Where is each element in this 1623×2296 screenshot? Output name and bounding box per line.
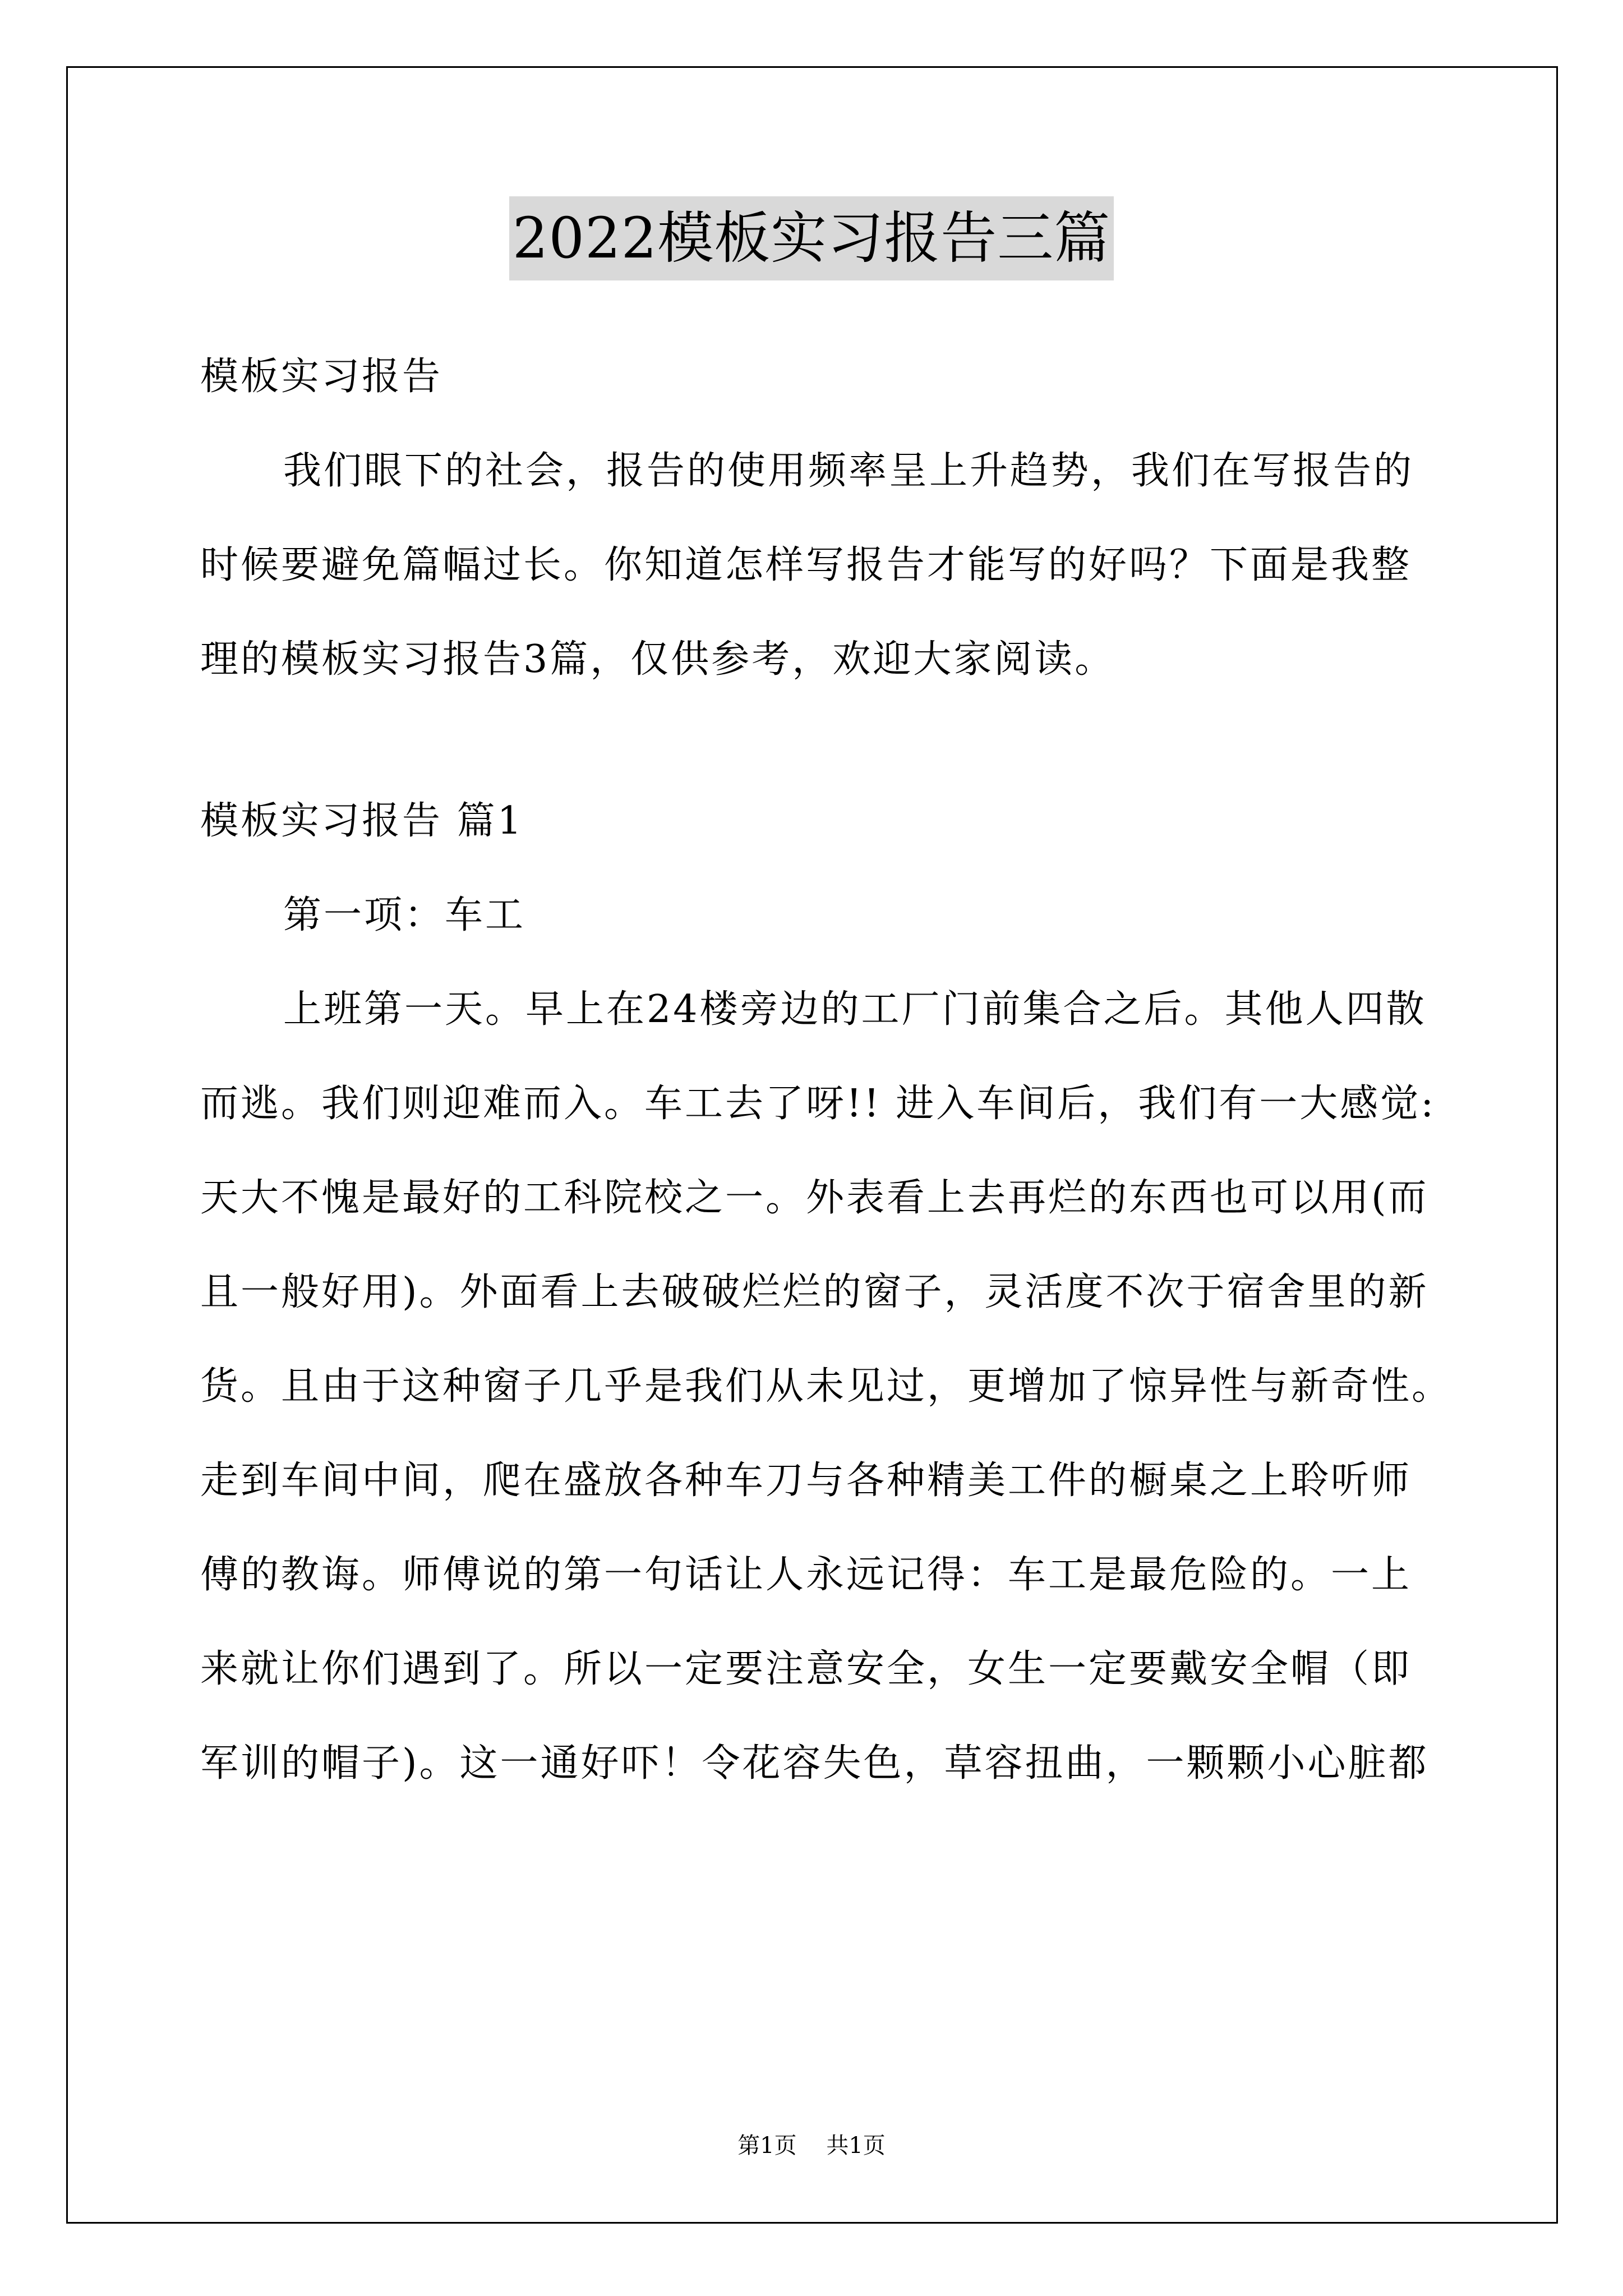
document-body [200,330,1453,1811]
body-line: 走到车间中间，爬在盛放各种车刀与各种精美工件的橱桌之上聆听师 [200,1458,1412,1503]
body-line: 而逃。我们则迎难而入。车工去了呀!! 进入车间后，我们有一大感觉: [200,1082,1436,1126]
body-line: 货。且由于这种窗子几乎是我们从未见过，更增加了惊异性与新奇性。 [200,1364,1453,1409]
body-line: 且一般好用)。外面看上去破破烂烂的窗子，灵活度不次于宿舍里的新 [200,1270,1429,1314]
body-line: 上班第一天。早上在24楼旁边的工厂门前集合之后。其他人四散 [283,987,1427,1032]
intro-line: 我们眼下的社会，报告的使用频率呈上升趋势，我们在写报告的 [283,449,1414,493]
document-title: 2022模板实习报告三篇 [509,196,1114,280]
intro-line: 时候要避免篇幅过长。你知道怎样写报告才能写的好吗？下面是我整 [200,543,1412,587]
body-line: 傅的教诲。师傅说的第一句话让人永远记得：车工是最危险的。一上 [200,1553,1412,1597]
body-line: 军训的帽子)。这一通好吓！令花容失色，草容扭曲，一颗颗小心脏都 [200,1741,1429,1786]
body-line: 来就让你们遇到了。所以一定要注意安全，女生一定要戴安全帽（即 [200,1647,1412,1691]
section-heading: 模板实习报告 篇1 [200,799,524,843]
page-footer [0,2129,1623,2162]
paragraph-gap [200,707,1434,774]
title-container [0,196,1623,280]
page-number-total: 共1页 [826,2133,886,2159]
page-number-current: 第1页 [737,2133,797,2159]
intro-heading: 模板实习报告 [200,355,443,399]
body-line: 天大不愧是最好的工科院校之一。外表看上去再烂的东西也可以用(而 [200,1176,1429,1220]
intro-line: 理的模板实习报告3篇，仅供参考，欢迎大家阅读。 [200,637,1115,682]
section-item-title: 第一项：车工 [283,893,526,937]
